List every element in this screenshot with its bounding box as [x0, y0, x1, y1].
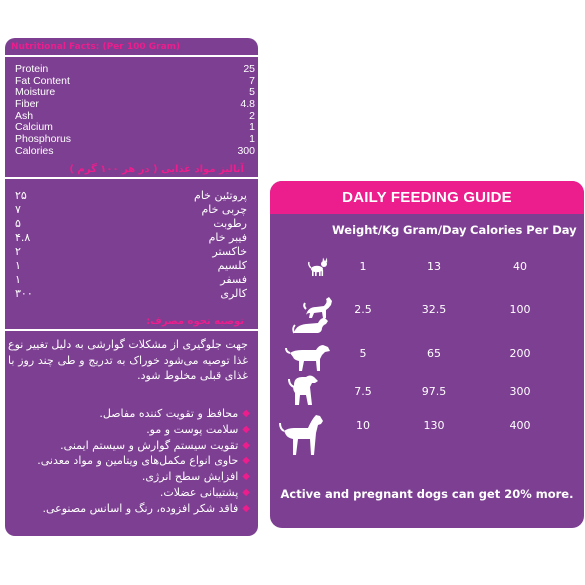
nutrient-label: Phosphorus: [15, 133, 72, 146]
giant-dog-icon: [278, 411, 326, 457]
nutrient-label: Ash: [15, 109, 34, 122]
column-header-gram: Gram/Day: [403, 223, 467, 237]
benefit-text: افزایش سطح انرژی.: [141, 470, 239, 484]
benefit-item: [5, 485, 250, 501]
tiny-dog-icon: [306, 256, 332, 278]
cell-gram: 97.5: [421, 385, 447, 398]
nutrition-facts-title: Nutritional Facts: (Per 100 Gram): [11, 42, 181, 52]
feeding-row: [270, 315, 584, 343]
analysis-row: [15, 245, 247, 259]
benefit-text: سلامت پوست و مو.: [146, 422, 239, 436]
analysis-value: ۲: [15, 245, 21, 258]
analysis-row: [15, 203, 247, 217]
benefit-item: [5, 469, 250, 485]
nutrient-value: 300: [237, 144, 255, 157]
analysis-label: کلسیم: [217, 259, 247, 272]
diamond-bullet-icon: ◆: [242, 439, 250, 451]
cell-gram: 32.5: [421, 303, 447, 316]
usage-text: جهت جلوگیری از مشکلات گوارشی به دلیل تغییر نوع غذا توصیه می‌شود خوراک به تدریج و طی چند روز با غذای قبلی مخلوط شود.: [8, 338, 248, 382]
diamond-bullet-icon: ◆: [242, 502, 250, 514]
nutrient-value: 1: [249, 121, 255, 134]
feeding-guide-title: DAILY FEEDING GUIDE: [270, 181, 584, 214]
analysis-label: رطوبت: [213, 217, 247, 230]
analysis-row: [15, 273, 247, 287]
cell-weight: 7.5: [354, 385, 372, 398]
cell-calories: 100: [509, 303, 531, 316]
cell-gram: 130: [423, 419, 445, 432]
benefit-item: [5, 422, 250, 438]
analysis-label: فیبر خام: [208, 231, 247, 244]
cell-weight: 2.5: [354, 303, 372, 316]
benefit-item: [5, 501, 250, 517]
benefits-list: [5, 406, 250, 517]
nutrition-row: [15, 87, 255, 99]
nutrient-label: Protein: [15, 63, 49, 75]
divider: [5, 329, 258, 331]
analysis-label: فسفر: [220, 273, 247, 286]
analysis-row: [15, 217, 247, 231]
cell-gram: 65: [427, 347, 441, 360]
column-header-weight: Weight/Kg: [332, 223, 400, 237]
feeding-row: [270, 341, 584, 369]
nutrient-value: 7: [249, 74, 255, 87]
benefit-text: محافظ و تقویت کننده مفاصل.: [99, 407, 239, 420]
food-analysis-list: [15, 189, 247, 301]
analysis-label: خاکستر: [212, 245, 247, 258]
benefit-text: حاوی انواع مکمل‌های ویتامین و مواد معدنی.: [37, 454, 239, 468]
nutrient-label: Calories: [15, 144, 54, 157]
diamond-bullet-icon: ◆: [242, 486, 250, 498]
usage-title: توصیه نحوه مصرف:: [146, 316, 244, 327]
cell-calories: 300: [509, 385, 531, 398]
nutrient-value: 1: [249, 133, 255, 146]
nutrient-value: 4.8: [240, 98, 255, 111]
benefit-text: پشتیبانی عضلات.: [159, 485, 239, 499]
cell-calories: 40: [513, 260, 527, 273]
analysis-value: ۷: [15, 203, 21, 216]
diamond-bullet-icon: ◆: [242, 408, 250, 419]
nutrient-label: Moisture: [15, 86, 56, 99]
food-analysis-title: آنالیز مواد غذایی ( در هر ۱۰۰ گرم ): [69, 164, 244, 175]
cell-weight: 10: [356, 419, 370, 432]
diamond-bullet-icon: ◆: [242, 423, 250, 435]
nutrition-row: [15, 64, 255, 76]
nutrient-label: Fat Content: [15, 74, 70, 87]
nutrient-value: 2: [249, 109, 255, 122]
benefit-item: [5, 438, 250, 454]
cell-calories: 400: [509, 419, 531, 432]
analysis-row: [15, 231, 247, 245]
nutrition-row: [15, 146, 255, 158]
cell-weight: 1: [359, 260, 367, 273]
feeding-row: [270, 254, 584, 282]
feeding-row: [270, 413, 584, 441]
nutrient-label: Calcium: [15, 121, 53, 134]
analysis-label: چربی خام: [201, 203, 247, 216]
divider: [5, 55, 258, 57]
analysis-value: ۴.۸: [15, 231, 31, 244]
benefit-text: تقویت سیستم گوارش و سیستم ایمنی.: [60, 438, 239, 452]
nutrition-row: [15, 99, 255, 111]
analysis-value: ۱: [15, 259, 21, 272]
cell-weight: 5: [359, 347, 367, 360]
analysis-row: [15, 259, 247, 273]
benefit-item: [5, 406, 250, 422]
analysis-value: ۳۰۰: [15, 287, 33, 300]
divider: [5, 177, 258, 179]
feeding-row: [270, 377, 584, 405]
cell-calories: 200: [509, 347, 531, 360]
analysis-row: [15, 287, 247, 301]
diamond-bullet-icon: ◆: [242, 471, 250, 483]
large-dog-icon: [286, 371, 326, 407]
large-dog-icon: [284, 341, 332, 373]
analysis-value: ۲۵: [15, 189, 27, 202]
medium-dog-icon: [292, 313, 330, 335]
benefit-item: [5, 453, 250, 469]
analysis-value: ۵: [15, 217, 21, 230]
analysis-row: [15, 189, 247, 203]
benefit-text: فاقد شکر افزوده، رنگ و اسانس مصنوعی.: [42, 501, 239, 515]
nutrient-value: 5: [249, 86, 255, 99]
feeding-note: Active and pregnant dogs can get 20% more.: [280, 487, 574, 501]
analysis-label: پروتئین خام: [194, 189, 247, 202]
diamond-bullet-icon: ◆: [242, 455, 250, 467]
nutrient-label: Fiber: [15, 98, 39, 111]
analysis-value: ۱: [15, 273, 21, 286]
nutrition-panel: [5, 38, 258, 536]
analysis-label: کالری: [220, 287, 247, 300]
feeding-guide-panel: [270, 181, 584, 528]
cell-gram: 13: [427, 260, 441, 273]
nutrient-value: 25: [243, 63, 255, 75]
nutrition-facts-list: [15, 64, 255, 158]
column-header-calories: Calories Per Day: [470, 223, 577, 237]
